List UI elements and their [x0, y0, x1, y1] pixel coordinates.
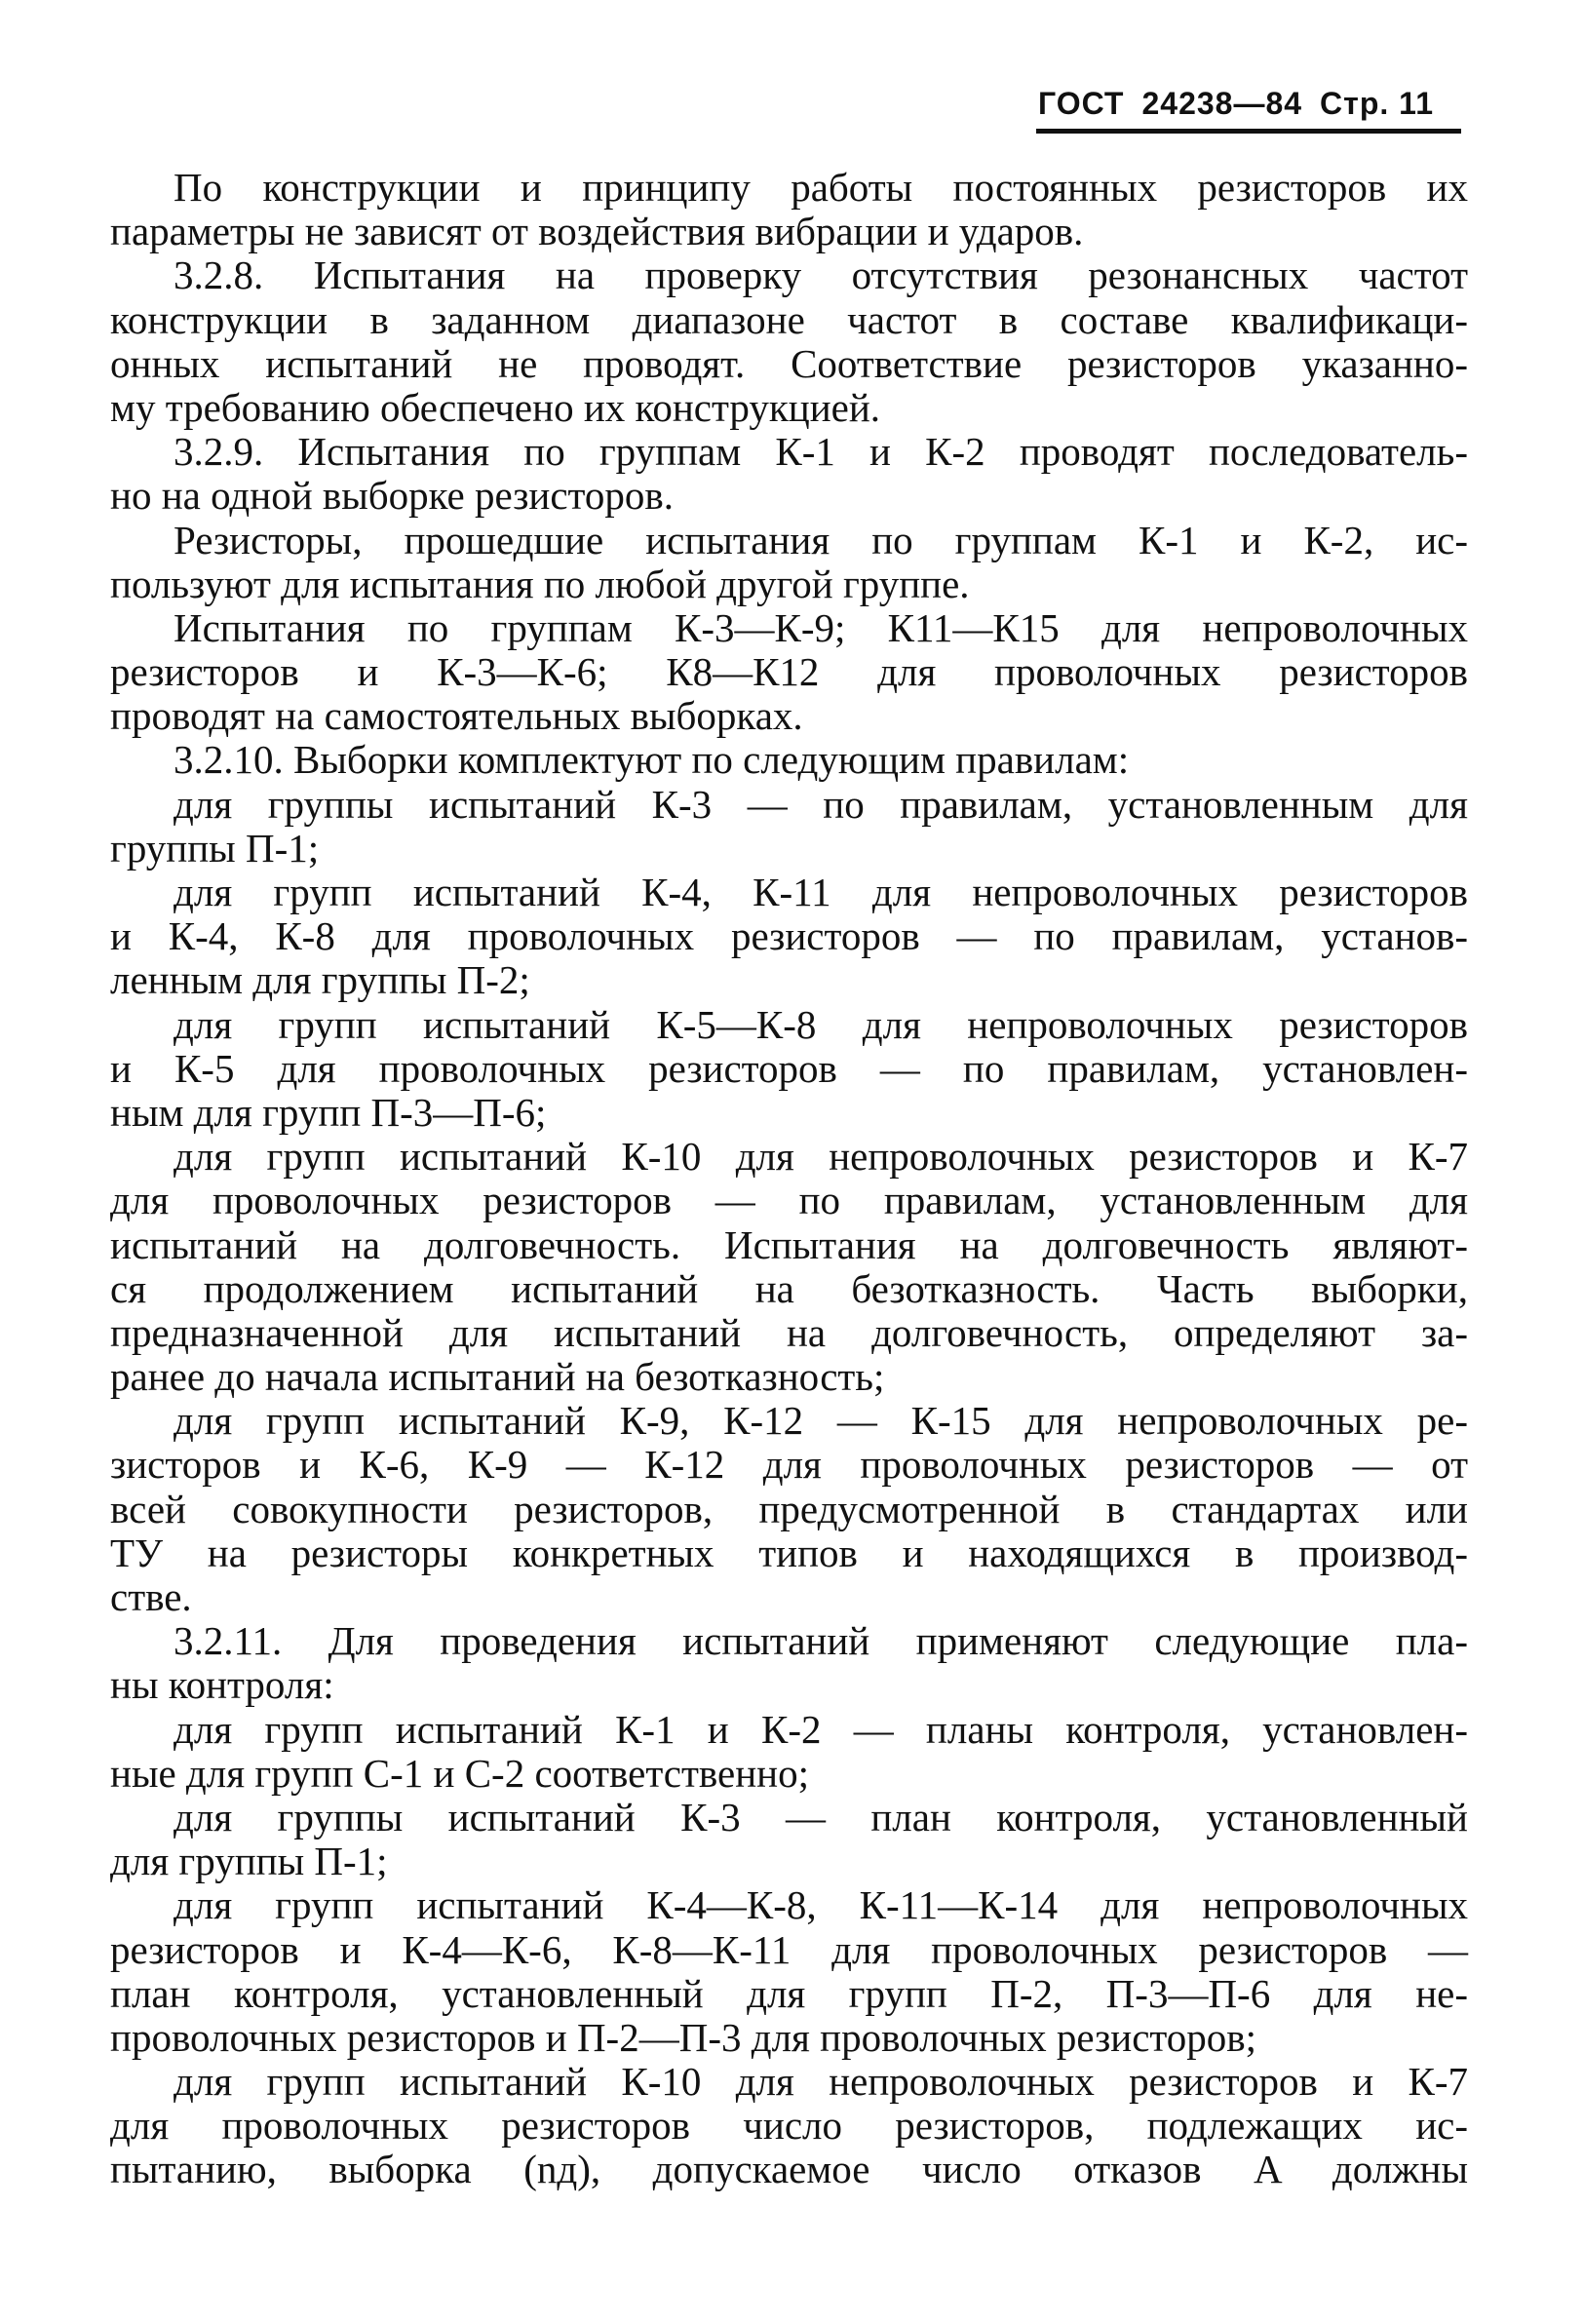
- text-line: для групп испытаний К-10 для непроволочных резисторов и К-7: [174, 1134, 1468, 1180]
- text-line: для проволочных резисторов — по правилам, установленным для: [110, 1178, 1468, 1223]
- text-line: для группы испытаний К-3 — план контроля, установленный: [174, 1794, 1468, 1840]
- text-line: стве.: [110, 1574, 192, 1619]
- text-line: план контроля, установленный для групп П-2, П-3—П-6 для не-: [110, 1970, 1468, 2016]
- text-line: но на одной выборке резисторов.: [110, 473, 675, 519]
- text-line: всей совокупности резисторов, предусмотренной в стандартах или: [110, 1486, 1468, 1531]
- text-line: 3.2.9. Испытания по группам К-1 и К-2 проводят последователь-: [174, 429, 1468, 475]
- standard-label: ГОСТ: [1038, 85, 1125, 121]
- page-number: Стр. 11: [1320, 85, 1434, 121]
- text-line: 3.2.8. Испытания на проверку отсутствия резонансных частот: [174, 252, 1468, 298]
- text-line: зисторов и К-6, К-9 — К-12 для проволочных резисторов — от: [110, 1442, 1468, 1488]
- text-line: предназначенной для испытаний на долговечность, определяют за-: [110, 1309, 1468, 1355]
- text-line: ные для групп С-1 и С-2 соответственно;: [110, 1750, 809, 1796]
- text-line: для групп испытаний К-5—К-8 для непроволочных резисторов: [174, 1001, 1468, 1047]
- text-line: для проволочных резисторов число резисторов, подлежащих ис-: [110, 2103, 1468, 2149]
- text-line: пытанию, выборка (nд), допускаемое число отказов A должны: [110, 2147, 1468, 2192]
- text-line: группы П-1;: [110, 825, 320, 871]
- text-line: конструкции в заданном диапазоне частот в составе квалификаци-: [110, 296, 1468, 342]
- text-line: резисторов и К-4—К-6, К-8—К-11 для проволочных резисторов —: [110, 1926, 1468, 1972]
- text-line: му требованию обеспечено их конструкцией.: [110, 384, 881, 430]
- text-line: для групп испытаний К-1 и К-2 — планы контроля, установлен-: [174, 1706, 1468, 1752]
- text-line: ным для групп П-3—П-6;: [110, 1089, 547, 1135]
- text-line: для группы испытаний К-3 — по правилам, установленным для: [174, 781, 1468, 827]
- text-line: Испытания по группам К-3—К-9; К11—К15 для непроволочных: [174, 604, 1468, 650]
- text-line: проводят на самостоятельных выборках.: [110, 693, 803, 739]
- text-line: Резисторы, прошедшие испытания по группам К-1 и К-2, ис-: [174, 517, 1468, 562]
- standard-number: 24238—84: [1141, 85, 1303, 121]
- text-line: испытаний на долговечность. Испытания на долговечность являют-: [110, 1221, 1468, 1267]
- text-line: проволочных резисторов и П-2—П-3 для проволочных резисторов;: [110, 2014, 1257, 2060]
- text-line: 3.2.10. Выборки комплектуют по следующим правилам:: [174, 737, 1130, 783]
- text-line: для группы П-1;: [110, 1839, 388, 1884]
- text-line: ранее до начала испытаний на безотказность;: [110, 1354, 885, 1400]
- text-line: для групп испытаний К-4—К-8, К-11—К-14 для непроволочных: [174, 1882, 1468, 1928]
- text-line: для групп испытаний К-9, К-12 — К-15 для непроволочных ре-: [174, 1398, 1468, 1444]
- text-line: 3.2.11. Для проведения испытаний применяют следующие пла-: [174, 1618, 1468, 1664]
- text-line: и К-4, К-8 для проволочных резисторов — по правилам, установ-: [110, 913, 1468, 959]
- text-line: резисторов и К-3—К-6; К8—К12 для проволочных резисторов: [110, 649, 1468, 695]
- text-line: ся продолжением испытаний на безотказность. Часть выборки,: [110, 1265, 1468, 1311]
- text-line: ны контроля:: [110, 1662, 334, 1708]
- text-line: онных испытаний не проводят. Соответствие резисторов указанно-: [110, 340, 1468, 386]
- page-header: [1038, 80, 1467, 127]
- text-line: ТУ на резисторы конкретных типов и находящихся в производ-: [110, 1530, 1468, 1575]
- text-line: параметры не зависят от воздействия вибрации и ударов.: [110, 209, 1084, 254]
- document-body: [110, 166, 1468, 2192]
- text-line: ленным для группы П-2;: [110, 957, 530, 1003]
- text-line: для групп испытаний К-10 для непроволочных резисторов и К-7: [174, 2059, 1468, 2105]
- text-line: для групп испытаний К-4, К-11 для непроволочных резисторов: [174, 870, 1468, 914]
- header-rule: [1036, 129, 1461, 134]
- text-line: По конструкции и принципу работы постоянных резисторов их: [174, 165, 1468, 210]
- text-line: пользуют для испытания по любой другой группе.: [110, 561, 970, 606]
- text-line: и К-5 для проволочных резисторов — по правилам, установлен-: [110, 1045, 1468, 1091]
